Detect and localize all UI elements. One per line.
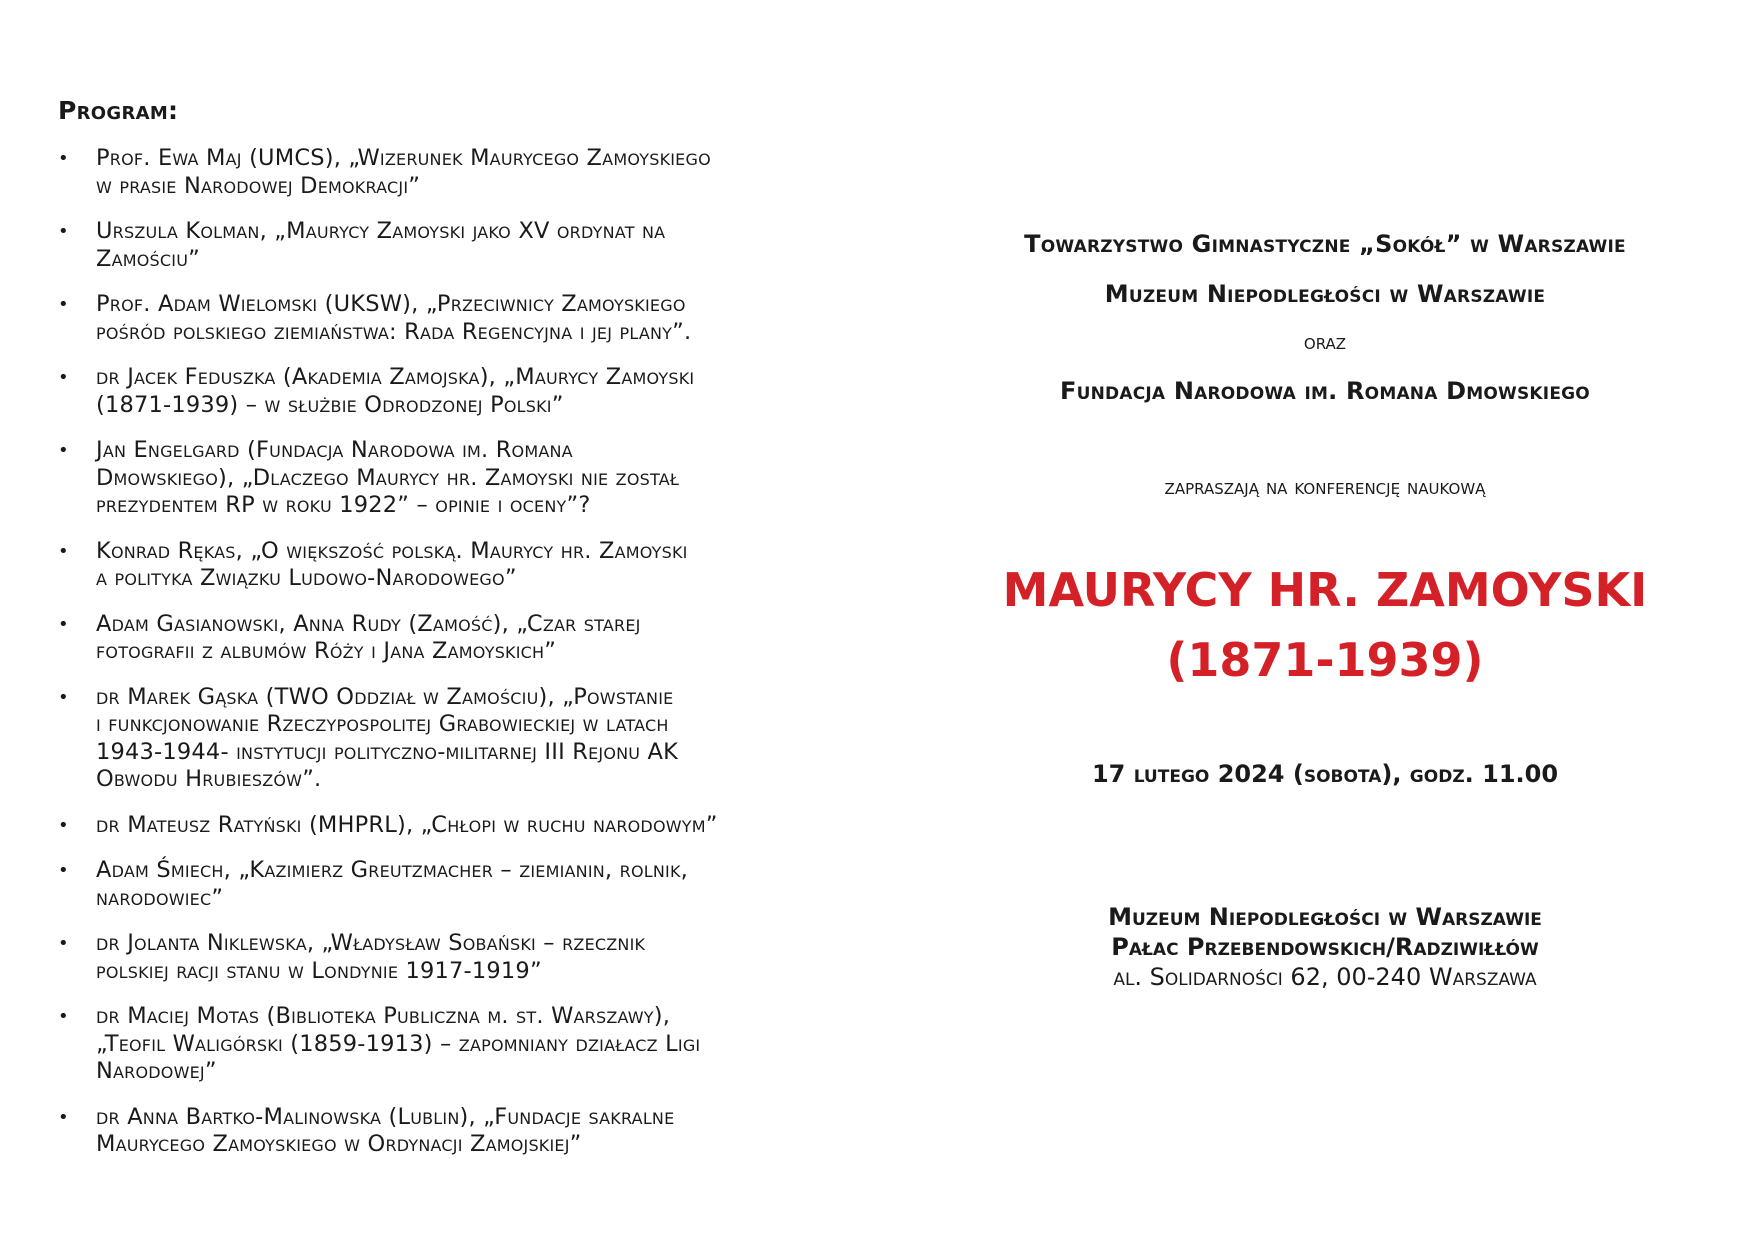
venue-name: Muzeum Niepodległości w Warszawie — [1108, 903, 1542, 931]
program-list — [58, 145, 838, 1159]
program-item-line: dr Mateusz Ratyński (MHPRL), „Chłopi w ruchu narodowym” — [96, 811, 718, 838]
conference-title-name: MAURYCY HR. ZAMOYSKI — [1002, 563, 1648, 617]
program-item-line: Adam Gasianowski, Anna Rudy (Zamość), „Czar starej — [96, 610, 641, 637]
event-date: 17 lutego 2024 (sobota), godz. 11.00 — [1091, 760, 1559, 788]
program-item — [58, 437, 838, 520]
program-item-line: a polityka Związku Ludowo-Narodowego” — [96, 565, 517, 591]
program-item-line: fotografii z albumów Róży i Jana Zamoyskich” — [96, 638, 557, 664]
bullet-icon: • — [58, 367, 69, 388]
program-item-line: dr Anna Bartko-Malinowska (Lublin), „Fundacje sakralne — [96, 1103, 675, 1130]
program-item-line: 1943-1944- instytucji polityczno-militarnej III Rejonu AK — [96, 738, 679, 765]
program-item — [58, 812, 838, 840]
program-item — [58, 1104, 838, 1159]
organizer-museum: Muzeum Niepodległości w Warszawie — [1104, 280, 1546, 308]
conference-title — [930, 555, 1720, 695]
bullet-icon: • — [58, 294, 69, 315]
conjunction-text: oraz — [1303, 330, 1347, 355]
bullet-icon: • — [58, 933, 69, 954]
program-item — [58, 930, 838, 985]
program-item — [58, 218, 838, 273]
bullet-icon: • — [58, 613, 69, 635]
program-item-line: i funkcjonowanie Rzeczypospolitej Grabowieckiej w latach — [96, 711, 669, 737]
bullet-icon: • — [58, 860, 69, 881]
bullet-icon: • — [58, 148, 69, 169]
program-item-line: Dmowskiego), „Dlaczego Maurycy hr. Zamoyski nie został — [96, 464, 680, 491]
program-item-line: pośród polskiego ziemiaństwa: Rada Regencyjna i jej plany”. — [96, 318, 692, 345]
conference-title-years: (1871-1939) — [1166, 633, 1484, 687]
organizer-foundation: Fundacja Narodowa im. Romana Dmowskiego — [1060, 377, 1590, 405]
program-item-line: Konrad Rękas, „O większość polską. Maurycy hr. Zamoyski — [96, 537, 688, 564]
program-item-line: Narodowej” — [96, 1058, 217, 1084]
program-item-line: Obwodu Hrubieszów”. — [96, 766, 322, 792]
program-item — [58, 364, 838, 419]
program-item-line: Prof. Adam Wielomski (UKSW), „Przeciwnicy Zamoyskiego — [96, 291, 686, 317]
venue-palace: Pałac Przebendowskich/Radziwiłłów — [1111, 933, 1539, 961]
venue-block — [930, 902, 1720, 992]
program-item-line: dr Maciej Motas (Biblioteka Publiczna m. st. Warszawy), — [96, 1003, 671, 1029]
program-item — [58, 145, 838, 200]
program-item-line: Prof. Ewa Maj (UMCS), „Wizerunek Maurycego Zamoyskiego — [96, 145, 711, 171]
program-item — [58, 684, 838, 794]
program-heading: Program: — [58, 96, 179, 125]
program-item — [58, 857, 838, 912]
program-item-line: prezydentem RP w roku 1922” – opinie i oceny”? — [96, 492, 591, 518]
program-item-line: dr Jacek Feduszka (Akademia Zamojska), „Maurycy Zamoyski — [96, 364, 695, 390]
bullet-icon: • — [58, 540, 69, 562]
invitation-text: zapraszają na konferencję naukową — [1164, 475, 1486, 500]
program-item-line: w prasie Narodowej Demokracji” — [96, 172, 421, 199]
program-item — [58, 611, 838, 666]
program-item-line: dr Jolanta Niklewska, „Władysław Sobański – rzecznik — [96, 930, 646, 956]
bullet-icon: • — [58, 221, 69, 242]
bullet-icon: • — [58, 1106, 69, 1128]
bullet-icon: • — [58, 686, 69, 708]
program-item-line: Adam Śmiech, „Kazimierz Greutzmacher – ziemianin, rolnik, — [96, 857, 688, 883]
organizer-sokol: Towarzystwo Gimnastyczne „Sokół” w Warszawie — [1024, 230, 1626, 258]
program-item-line: Urszula Kolman, „Maurycy Zamoyski jako XV ordynat na — [96, 218, 666, 244]
program-item-line: Zamościu” — [96, 245, 200, 272]
bullet-icon: • — [58, 814, 69, 836]
venue-address: al. Solidarności 62, 00-240 Warszawa — [1113, 963, 1537, 991]
program-item — [58, 538, 838, 593]
program-item-line: polskiej racji stanu w Londynie 1917-1919” — [96, 957, 542, 984]
bullet-icon: • — [58, 440, 69, 461]
program-section — [58, 96, 838, 1177]
program-item-line: „Teofil Waligórski (1859-1913) – zapomniany działacz Ligi — [96, 1030, 701, 1057]
program-item-line: (1871-1939) – w służbie Odrodzonej Polski” — [96, 391, 564, 418]
program-item — [58, 1003, 838, 1086]
program-item — [58, 291, 838, 346]
program-item-line: Maurycego Zamoyskiego w Ordynacji Zamojskiej” — [96, 1131, 582, 1157]
program-item-line: dr Marek Gąska (TWO Oddział w Zamościu), „Powstanie — [96, 683, 674, 710]
program-item-line: Jan Engelgard (Fundacja Narodowa im. Romana — [96, 437, 573, 463]
program-item-line: narodowiec” — [96, 884, 224, 911]
bullet-icon: • — [58, 1006, 69, 1027]
